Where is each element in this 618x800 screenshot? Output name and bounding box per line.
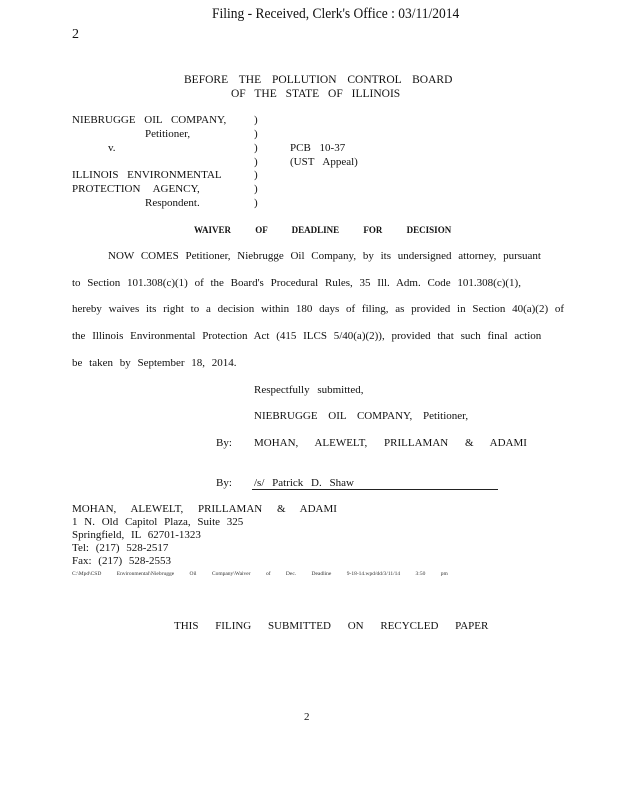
file-path: C:\Mpd\CSD Environmental\Niebrugge Oil Company\Waiver of Dec. Deadline 9-18-14.wpd/dd/3/11/14 3:50 pm [72,571,448,577]
recycled-notice: THIS FILING SUBMITTED ON RECYCLED PAPER [174,620,489,632]
body-line-5: be taken by September 18, 2014. [72,357,237,369]
body-line-3: hereby waives its right to a decision within 180 days of filing, as provided in Section 40(a)(2) of [72,303,565,315]
caption-paren: ) [254,183,258,195]
address-tel: Tel: (217) 528-2517 [72,542,169,554]
board-title-line2: OF THE STATE OF ILLINOIS [231,88,401,100]
case-type: (UST Appeal) [290,156,358,168]
caption-paren: ) [254,128,258,140]
caption-paren: ) [254,156,258,168]
page-number-bottom: 2 [304,711,310,723]
petitioner-name: NIEBRUGGE OIL COMPANY, [72,114,227,126]
by-label: By: [216,477,232,489]
address-block [72,503,337,568]
document-title: WAIVER OF DEADLINE FOR DECISION [194,225,452,235]
address-fax: Fax: (217) 528-2553 [72,555,172,567]
address-street: 1 N. Old Capitol Plaza, Suite 325 [72,516,244,528]
caption-paren: ) [254,142,258,154]
party-name: NIEBRUGGE OIL COMPANY, Petitioner, [254,410,469,422]
case-number: PCB 10-37 [290,142,346,154]
caption-paren: ) [254,114,258,126]
signature-text: /s/ Patrick D. Shaw [254,477,354,489]
respondent-name-line2: PROTECTION AGENCY, [72,183,200,195]
closing: Respectfully submitted, [254,384,364,396]
by-label: By: [216,437,232,449]
caption-paren: ) [254,197,258,209]
respondent-name-line1: ILLINOIS ENVIRONMENTAL [72,169,222,181]
petitioner-role: Petitioner, [145,128,191,140]
firm-name: MOHAN, ALEWELT, PRILLAMAN & ADAMI [254,437,527,449]
address-city: Springfield, IL 62701-1323 [72,529,201,541]
address-firm: MOHAN, ALEWELT, PRILLAMAN & ADAMI [72,503,337,515]
caption-paren: ) [254,169,258,181]
versus: v. [108,142,116,154]
board-title-line1: BEFORE THE POLLUTION CONTROL BOARD [184,74,453,86]
filing-header: Filing - Received, Clerk's Office : 03/11/2014 [212,6,460,22]
signature-line [252,489,498,490]
respondent-role: Respondent. [145,197,200,209]
body-line-4: the Illinois Environmental Protection Act (415 ILCS 5/40(a)(2)), provided that such final action [72,330,542,342]
body-line-2: to Section 101.308(c)(1) of the Board's Procedural Rules, 35 Ill. Adm. Code 101.308(c)(1), [72,277,521,289]
page-number-top: 2 [72,27,79,42]
body-line-1: NOW COMES Petitioner, Niebrugge Oil Company, by its undersigned attorney, pursuant [108,250,541,262]
